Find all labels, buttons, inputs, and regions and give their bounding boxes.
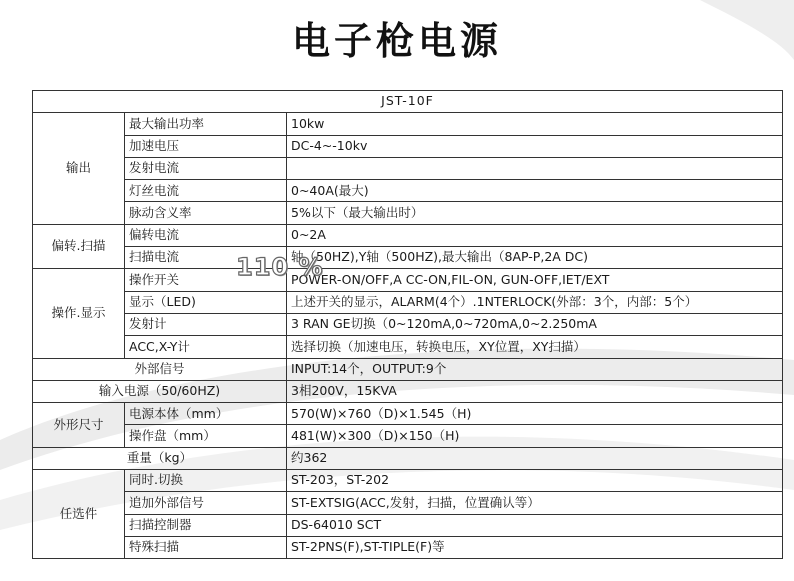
table-row — [33, 403, 783, 425]
item-value: 选择切换（加速电压，转换电压，XY位置，XY扫描） — [287, 336, 783, 358]
item-label: 灯丝电流 — [125, 180, 287, 202]
table-row — [33, 470, 783, 492]
table-row — [33, 247, 783, 269]
item-label: 加速电压 — [125, 135, 287, 157]
table-header-row — [33, 91, 783, 113]
item-value: ST-203，ST-202 — [287, 470, 783, 492]
item-label: 最大输出功率 — [125, 113, 287, 135]
item-label: ACC,X-Y计 — [125, 336, 287, 358]
item-value: 10kw — [287, 113, 783, 135]
table-row — [33, 180, 783, 202]
item-label: 发射计 — [125, 313, 287, 335]
page-title: 电子枪电源 — [291, 19, 502, 63]
item-value: 约362 — [287, 447, 783, 469]
category-cell: 输出 — [33, 113, 125, 224]
model-header: JST-10F — [33, 91, 783, 113]
item-value: 轴（50HZ),Y轴（500HZ),最大输出（8AP-P,2A DC) — [287, 247, 783, 269]
item-value: DC-4~-10kv — [287, 135, 783, 157]
row-label: 输入电源（50/60HZ) — [33, 380, 287, 402]
item-value: DS-64010 SCT — [287, 514, 783, 536]
item-value: 570(W)×760（D)×1.545（H) — [287, 403, 783, 425]
table-row — [33, 135, 783, 157]
item-label: 偏转电流 — [125, 224, 287, 246]
item-label: 扫描控制器 — [125, 514, 287, 536]
table-row — [33, 291, 783, 313]
table-row — [33, 358, 783, 380]
category-cell: 偏转.扫描 — [33, 224, 125, 269]
item-label: 扫描电流 — [125, 247, 287, 269]
table-row — [33, 536, 783, 558]
item-value: 3相200V，15KVA — [287, 380, 783, 402]
row-label: 重量（kg） — [33, 447, 287, 469]
table-row — [33, 157, 783, 179]
table-row — [33, 269, 783, 291]
item-label: 电源本体（mm） — [125, 403, 287, 425]
item-label: 发射电流 — [125, 157, 287, 179]
row-label: 外部信号 — [33, 358, 287, 380]
table-row — [33, 224, 783, 246]
table-row — [33, 447, 783, 469]
item-value: POWER-ON/OFF,A CC-ON,FIL-ON, GUN-OFF,IET/EXT — [287, 269, 783, 291]
item-label: 追加外部信号 — [125, 492, 287, 514]
table-row — [33, 313, 783, 335]
category-cell: 任选件 — [33, 470, 125, 559]
item-label: 特殊扫描 — [125, 536, 287, 558]
spec-table — [32, 90, 783, 559]
item-value: INPUT:14个，OUTPUT:9个 — [287, 358, 783, 380]
item-value: 3 RAN GE切换（0~120mA,0~720mA,0~2.250mA — [287, 313, 783, 335]
table-row — [33, 336, 783, 358]
item-value: 481(W)×300（D)×150（H) — [287, 425, 783, 447]
item-value: 0~2A — [287, 224, 783, 246]
item-label: 脉动含义率 — [125, 202, 287, 224]
table-row — [33, 492, 783, 514]
item-value: 0~40A(最大) — [287, 180, 783, 202]
table-row — [33, 514, 783, 536]
zoom-watermark: 110 % — [236, 253, 324, 281]
table-row — [33, 425, 783, 447]
item-label: 操作开关 — [125, 269, 287, 291]
category-cell: 操作.显示 — [33, 269, 125, 358]
item-value: 上述开关的显示，ALARM(4个）.1NTERLOCK(外部：3个，内部：5个） — [287, 291, 783, 313]
item-label: 同时.切换 — [125, 470, 287, 492]
category-cell: 外形尺寸 — [33, 403, 125, 448]
item-value: ST-EXTSIG(ACC,发射，扫描，位置确认等） — [287, 492, 783, 514]
item-value: ST-2PNS(F),ST-TIPLE(F)等 — [287, 536, 783, 558]
item-value: 5%以下（最大输出时） — [287, 202, 783, 224]
table-row — [33, 202, 783, 224]
table-row — [33, 380, 783, 402]
table-row — [33, 113, 783, 135]
item-label: 显示（LED) — [125, 291, 287, 313]
item-label: 操作盘（mm） — [125, 425, 287, 447]
item-value — [287, 157, 783, 179]
